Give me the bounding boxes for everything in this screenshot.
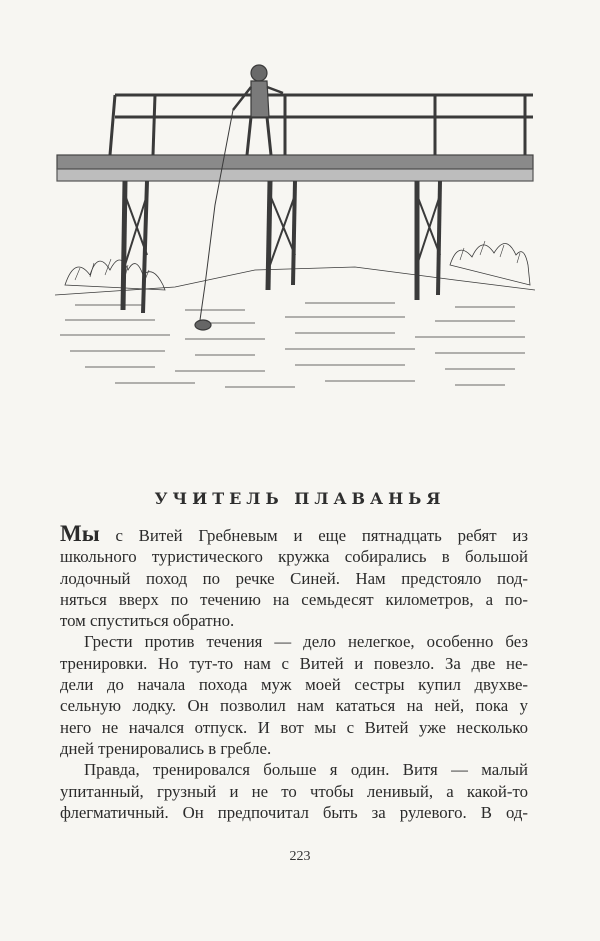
chapter-title: УЧИТЕЛЬ ПЛАВАНЬЯ [154,489,446,508]
text-line: сельную лодку. Он позволил нам кататься на ней, пока у [60,696,528,716]
text-line: него не начался отпуск. И вот мы с Витей уже несколько [60,717,528,737]
text-line: няться вверх по течению на семьдесят километров, а по- [60,589,528,609]
text-line: флегматичный. Он предпочитал быть за рулевого. В од- [60,802,528,822]
text-line: Грести против течения — дело нелегкое, особенно без [84,632,528,652]
text-line: Правда, тренировался больше я один. Витя — малый [84,760,528,780]
text-line: тренировки. Но тут-то нам с Витей и повезло. За две не- [60,653,528,673]
page-number: 223 [289,849,311,864]
text-line: том спуститься обратно. [60,611,235,631]
text-line: упитанный, грузный и не то чтобы ленивый, а какой-то [60,781,528,801]
text-line: дней тренировались в гребле. [60,738,272,758]
dropcap: Мы [60,521,100,546]
text-line: школьного туристического кружка собирались в большой [60,547,528,567]
text-line: лодочный поход по речке Синей. Нам предстояло под- [60,568,528,588]
text-line: Мы с Витей Гребневым и еще пятнадцать ребят из [60,521,528,546]
bridge-swimmer-illustration [55,55,535,405]
text-line: дели до начала похода муж моей сестры купил двухве- [60,675,528,695]
body-text [60,523,528,823]
